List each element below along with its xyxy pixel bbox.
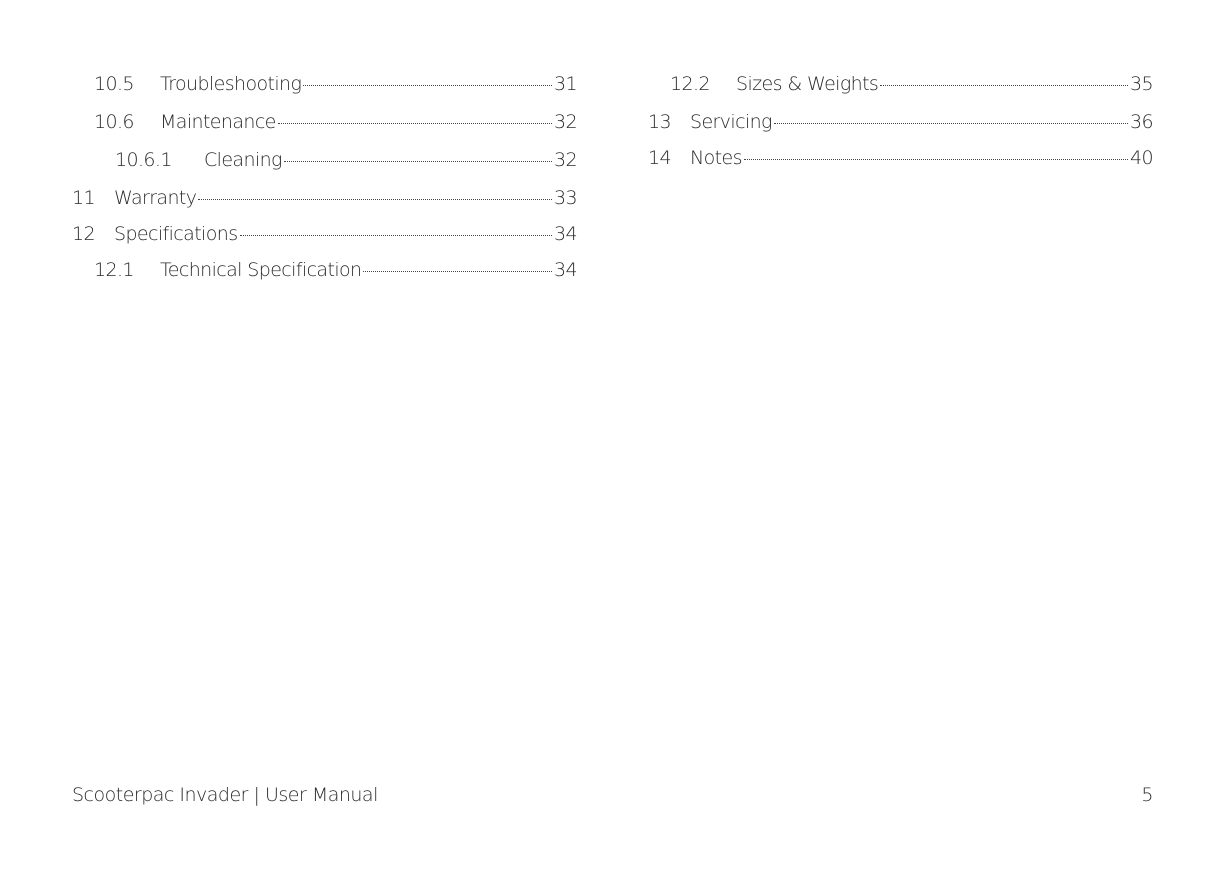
toc-entry-title: Troubleshooting (160, 73, 302, 95)
toc-entry[interactable] (72, 73, 577, 99)
toc-entry[interactable] (648, 111, 1153, 137)
toc-entry-page: 32 (554, 111, 577, 133)
toc-entry-number: 12.2 (670, 73, 710, 95)
toc-entry-number: 10.6.1 (115, 149, 172, 171)
toc-dot-leader (278, 123, 552, 124)
toc-entry-title: Specifications (114, 223, 238, 245)
toc-entry-page: 33 (554, 187, 577, 209)
toc-entry-title: Maintenance (160, 111, 276, 133)
toc-entry[interactable] (72, 259, 577, 285)
toc-entry-page: 40 (1130, 147, 1153, 169)
toc-entry-page: 35 (1130, 73, 1153, 95)
toc-entry-title: Cleaning (204, 149, 282, 171)
toc-dot-leader (284, 161, 552, 162)
toc-entry-number: 10.6 (94, 111, 134, 133)
footer-document-title: Scooterpac Invader | User Manual (72, 784, 378, 806)
toc-entry[interactable] (72, 187, 577, 213)
toc-entry-title: Sizes & Weights (736, 73, 879, 95)
toc-entry-number: 12.1 (94, 259, 134, 281)
toc-entry-page: 34 (554, 223, 577, 245)
toc-dot-leader (774, 123, 1128, 124)
toc-entry-number: 13 (648, 111, 671, 133)
toc-dot-leader (744, 159, 1128, 160)
toc-entry-page: 31 (554, 73, 577, 95)
toc-entry[interactable] (648, 147, 1153, 173)
toc-entry-page: 32 (554, 149, 577, 171)
toc-dot-leader (303, 85, 552, 86)
toc-dot-leader (240, 235, 553, 236)
toc-entry-number: 11 (72, 187, 95, 209)
toc-entry-page: 36 (1130, 111, 1153, 133)
toc-entry[interactable] (72, 111, 577, 137)
toc-entry-title: Servicing (690, 111, 772, 133)
toc-entry[interactable] (72, 223, 577, 249)
toc-dot-leader (880, 85, 1128, 86)
toc-entry-page: 34 (554, 259, 577, 281)
toc-dot-leader (198, 199, 552, 200)
footer-page-number: 5 (1141, 784, 1153, 806)
toc-entry[interactable] (72, 149, 577, 175)
toc-entry[interactable] (648, 73, 1153, 99)
toc-entry-title: Warranty (114, 187, 197, 209)
toc-dot-leader (363, 271, 552, 272)
toc-entry-number: 10.5 (94, 73, 134, 95)
toc-entry-number: 14 (648, 147, 671, 169)
toc-entry-title: Notes (690, 147, 742, 169)
toc-entry-title: Technical Specification (160, 259, 362, 281)
toc-entry-number: 12 (72, 223, 95, 245)
